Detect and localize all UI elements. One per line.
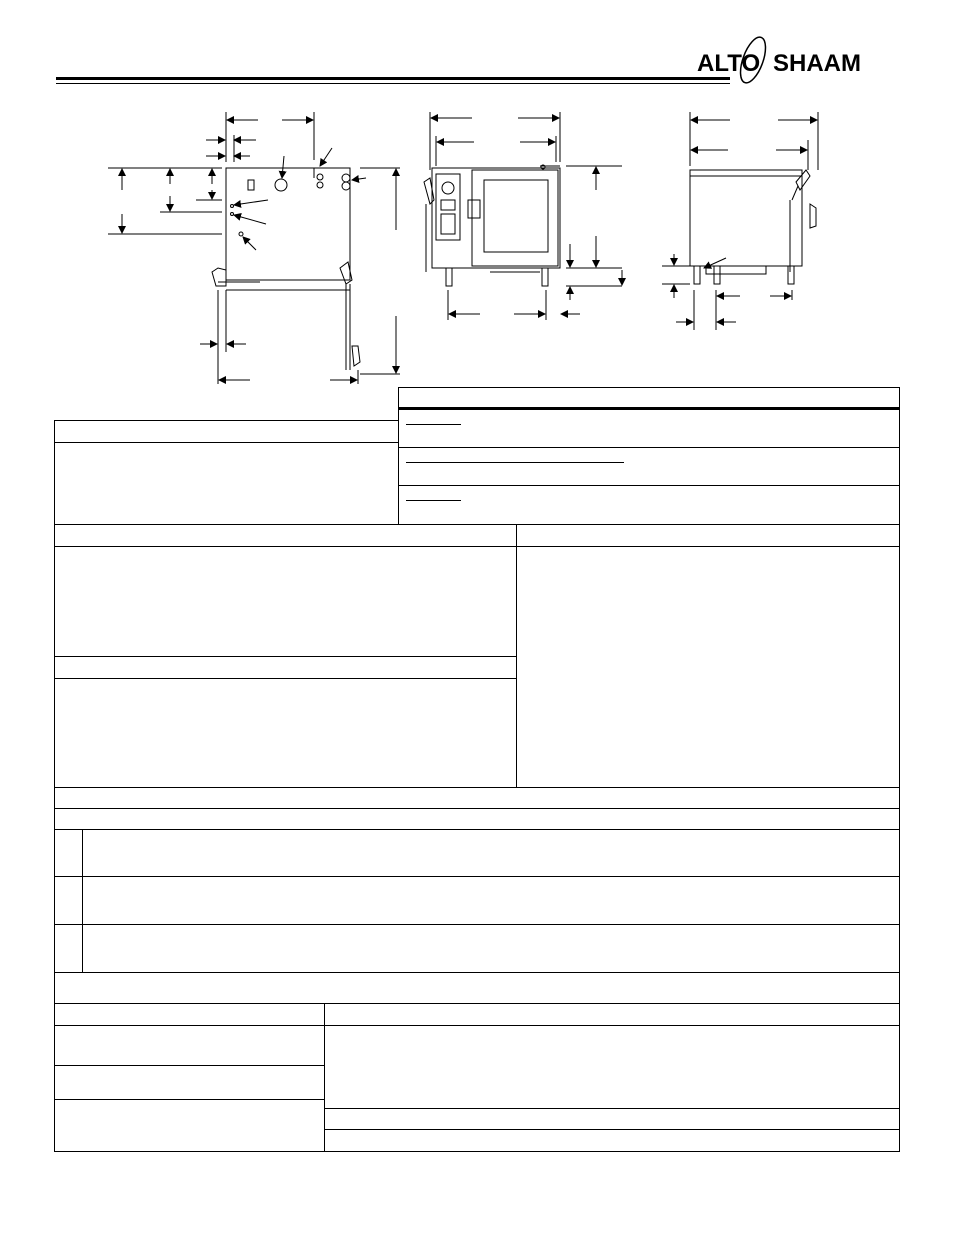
options-row-divider-1	[54, 876, 900, 877]
two-column-header-divider	[54, 546, 900, 547]
options-row-divider-2	[54, 924, 900, 925]
side-view-dimensions	[108, 112, 400, 380]
options-checkbox-column-divider	[82, 829, 83, 972]
full-width-divider-1	[54, 787, 900, 788]
options-row-divider-3	[54, 972, 900, 973]
bottom-left-row-divider-2	[54, 1099, 324, 1100]
bottom-left-row-divider-1	[54, 1065, 324, 1066]
rear-view-drawing	[690, 170, 816, 284]
front-view-drawing	[424, 165, 560, 286]
spec-box-row-divider-2	[398, 485, 900, 486]
full-width-divider-3	[54, 829, 900, 830]
top-left-box-header-divider	[54, 442, 399, 443]
spec-box-header-rule	[398, 407, 900, 410]
spec-box-underline-2	[406, 462, 624, 463]
specification-box-top-left	[54, 420, 399, 525]
technical-drawings	[0, 0, 954, 395]
logo-text-right: SHAAM	[773, 50, 861, 77]
bottom-right-row-divider-2	[324, 1129, 900, 1130]
left-column-section-divider-1	[54, 656, 516, 657]
two-column-vertical-divider	[516, 524, 517, 787]
logo-text-left: ALTO	[697, 50, 761, 77]
rear-view-dimensions	[662, 112, 818, 330]
specification-main-frame	[54, 524, 900, 1152]
spec-box-underline-1	[406, 424, 461, 425]
side-view-drawing	[212, 168, 360, 384]
full-width-divider-2	[54, 808, 900, 809]
front-view-dimensions	[430, 112, 622, 320]
bottom-section-divider-1	[54, 1003, 900, 1004]
bottom-right-row-divider-1	[324, 1108, 900, 1109]
bottom-section-divider-2	[54, 1025, 900, 1026]
spec-box-row-divider-1	[398, 447, 900, 448]
left-column-section-divider-2	[54, 678, 516, 679]
spec-box-underline-3	[406, 500, 461, 501]
